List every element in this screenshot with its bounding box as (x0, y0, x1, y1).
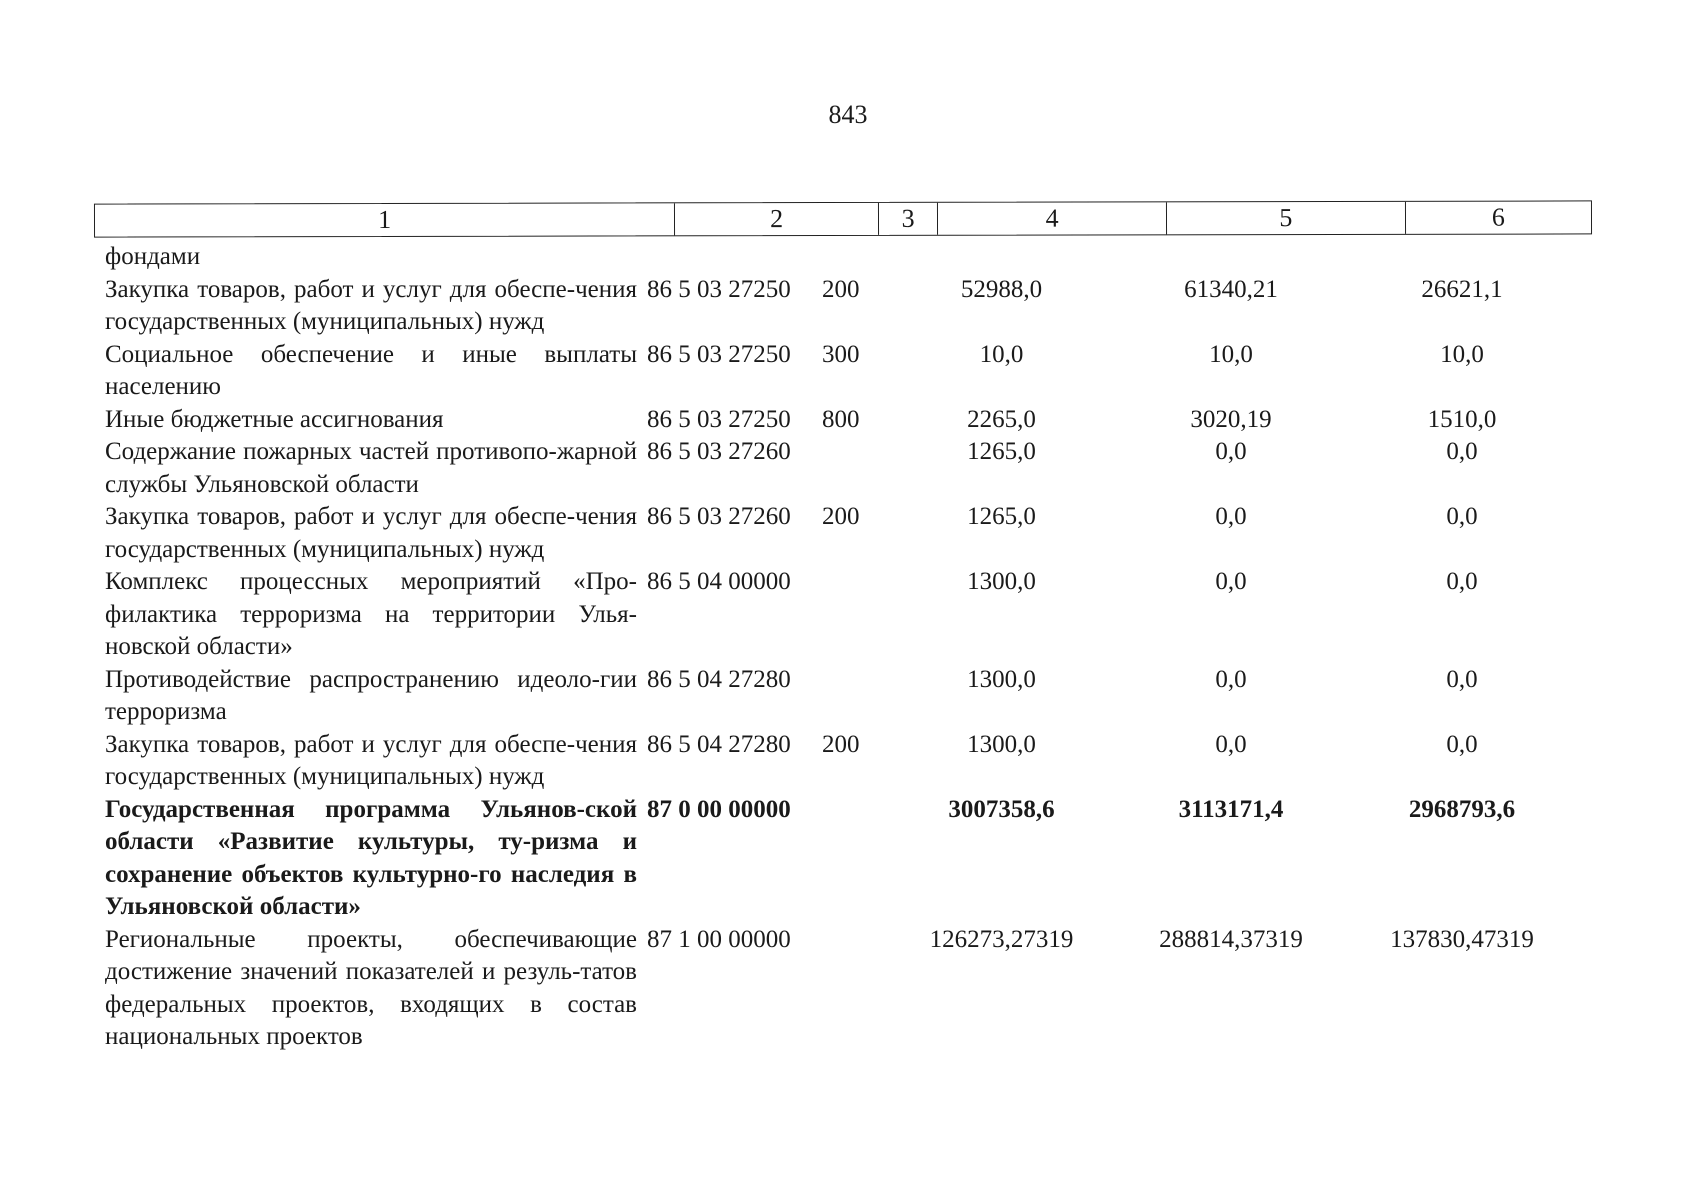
row-value-col4: 1265,0 (967, 438, 1036, 465)
row-value-col5: 0,0 (1215, 730, 1247, 758)
row-value-col4: 3007358,6 (948, 795, 1055, 823)
column-header-4: 4 (938, 202, 1167, 234)
row-value-col5: 0,0 (1215, 665, 1247, 693)
row-value-col5: 61340,21 (1184, 275, 1278, 303)
row-expense-type: 200 (822, 275, 860, 303)
row-value-col6: 1510,0 (1427, 405, 1497, 433)
row-name: Закупка товаров, работ и услуг для обеспе-чения государственных (муниципальных) нужд (105, 503, 637, 563)
page-number: 843 (828, 100, 868, 129)
row-name: Социальное обеспечение и иные выплаты населению (105, 340, 637, 400)
row-name: фондами (105, 243, 201, 270)
budget-table-body (105, 241, 1585, 1054)
row-value-col6: 0,0 (1446, 568, 1478, 595)
row-value-col5: 0,0 (1215, 438, 1247, 465)
table-row (105, 729, 1585, 794)
row-value-col4: 52988,0 (960, 275, 1043, 303)
row-value-col5: 0,0 (1215, 503, 1247, 530)
row-target-code: 86 5 03 27260 (647, 503, 791, 530)
row-value-col4: 1265,0 (967, 503, 1036, 530)
row-value-col4: 2265,0 (967, 405, 1036, 433)
row-name: Противодействие распространению идеоло-гии терроризма (105, 665, 637, 725)
row-name: Содержание пожарных частей противопо-жарной службы Ульяновской области (105, 438, 637, 498)
row-value-col6: 137830,47319 (1390, 925, 1534, 953)
row-target-code: 86 5 04 27280 (647, 730, 791, 758)
row-name: Закупка товаров, работ и услуг для обеспе-чения государственных (муниципальных) нужд (105, 275, 637, 335)
row-value-col5: 0,0 (1215, 568, 1247, 595)
row-name: Комплекс процессных мероприятий «Про-филактика терроризма на территории Улья-новской области» (105, 568, 637, 660)
table-row (105, 241, 1585, 274)
table-row (105, 924, 1585, 1054)
row-name: Иные бюджетные ассигнования (105, 405, 444, 433)
row-expense-type: 800 (822, 405, 860, 433)
row-value-col5: 3113171,4 (1178, 795, 1284, 823)
row-value-col5: 3020,19 (1190, 405, 1272, 433)
table-row (105, 566, 1585, 664)
row-expense-type: 200 (822, 730, 860, 758)
row-value-col4: 1300,0 (967, 665, 1036, 693)
column-header-5: 5 (1167, 202, 1406, 234)
row-expense-type: 200 (822, 503, 860, 530)
row-value-col6: 26621,1 (1421, 275, 1503, 303)
row-name: Региональные проекты, обеспечивающие достижение значений показателей и резуль-татов федеральных проектов, входящих в состав национальных проектов (105, 925, 637, 1050)
row-name: Закупка товаров, работ и услуг для обеспе-чения государственных (муниципальных) нужд (105, 730, 637, 790)
row-value-col6: 10,0 (1440, 340, 1484, 368)
table-row (105, 501, 1585, 566)
column-header-2: 2 (675, 203, 879, 235)
row-target-code: 86 5 03 27250 (647, 405, 791, 433)
column-header-6: 6 (1491, 202, 1505, 232)
table-row (105, 339, 1585, 404)
row-value-col6: 0,0 (1446, 503, 1478, 530)
row-value-col6: 0,0 (1446, 438, 1478, 465)
table-column-header (94, 200, 1592, 237)
row-name: Государственная программа Ульянов-ской области «Развитие культуры, ту-ризма и сохранение объектов культурно-го наследия в Ульяновской области» (105, 795, 637, 920)
row-value-col6: 2968793,6 (1408, 795, 1516, 823)
row-value-col4: 1300,0 (967, 730, 1036, 758)
row-value-col5: 10,0 (1209, 340, 1253, 368)
table-row (105, 436, 1585, 501)
table-row (105, 274, 1585, 339)
column-header-3: 3 (879, 203, 938, 235)
row-target-code: 86 5 03 27250 (647, 340, 791, 368)
table-row (105, 794, 1585, 924)
table-row (105, 404, 1585, 437)
row-value-col4: 10,0 (979, 340, 1024, 368)
row-target-code: 86 5 03 27260 (647, 438, 791, 465)
row-value-col4: 1300,0 (967, 568, 1036, 595)
row-value-col5: 288814,37319 (1159, 925, 1303, 953)
column-header-1: 1 (95, 203, 675, 236)
row-target-code: 86 5 04 00000 (647, 568, 791, 595)
row-value-col6: 0,0 (1446, 730, 1478, 758)
row-expense-type: 300 (822, 340, 860, 368)
table-row (105, 664, 1585, 729)
row-target-code: 87 0 00 00000 (647, 795, 791, 823)
row-value-col4: 126273,27319 (929, 925, 1074, 953)
row-value-col6: 0,0 (1446, 665, 1478, 693)
row-target-code: 86 5 03 27250 (647, 275, 791, 303)
row-target-code: 86 5 04 27280 (647, 665, 791, 693)
row-target-code: 87 1 00 00000 (647, 925, 791, 953)
